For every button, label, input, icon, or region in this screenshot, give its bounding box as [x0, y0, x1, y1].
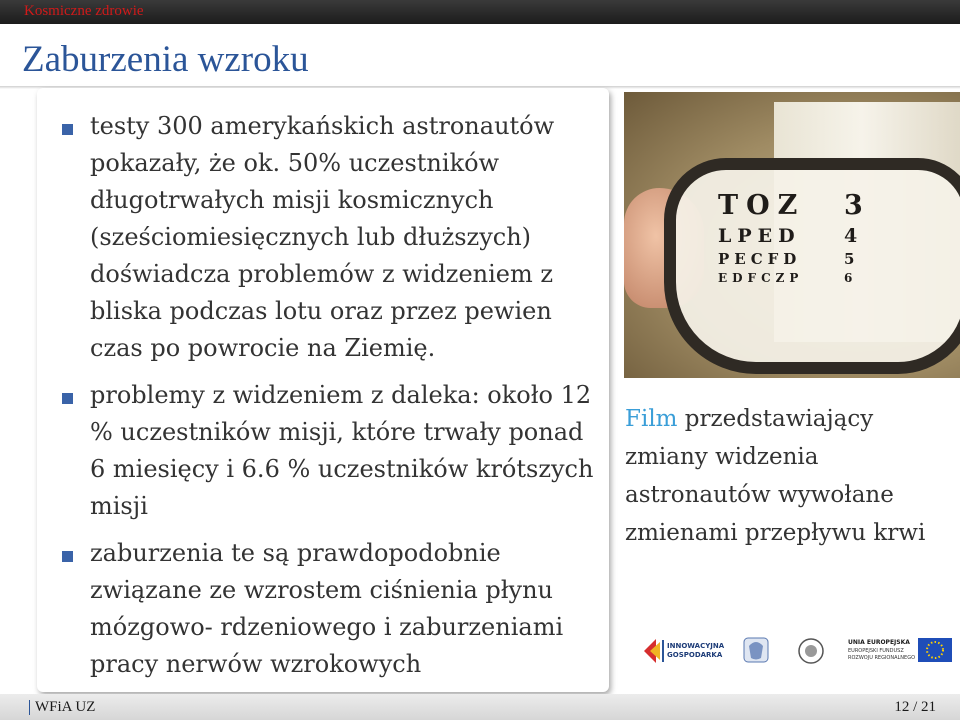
eye-chart-row: PECFD 5 [718, 250, 860, 268]
slide-title: Zaburzenia wzroku [22, 39, 309, 80]
eye-chart-row: EDFCZP 6 [718, 271, 858, 285]
page-number: 12 / 21 [894, 699, 936, 715]
funding-logos [640, 634, 954, 668]
svg-text:EUROPEJSKI FUNDUSZ: EUROPEJSKI FUNDUSZ [848, 648, 904, 654]
seal-icon [796, 634, 826, 668]
section-title[interactable]: Kosmiczne zdrowie [24, 3, 144, 19]
glasses-lens [664, 158, 960, 374]
eye-chart-row: TOZ 3 [718, 190, 871, 221]
eye-test-photo [624, 92, 960, 378]
footer-institution[interactable]: WFiA UZ [35, 699, 96, 715]
svg-text:INNOWACYJNA: INNOWACYJNA [667, 642, 725, 650]
bullet-item: testy 300 amerykańskich astronautów pokazały, że ok. 50% uczestników długotrwałych misji kosmicznych (sześciomiesięcznych lub dłuższych) doświadcza problemów z widzeniem z bliska podczas lotu oraz przez pewien czas po powrocie na Ziemię. [90, 108, 602, 367]
innowacyjna-gospodarka-logo [640, 634, 728, 668]
svg-text:GOSPODARKA: GOSPODARKA [667, 651, 723, 659]
film-link[interactable]: Film [625, 406, 678, 432]
svg-text:ROZWOJU REGIONALNEGO: ROZWOJU REGIONALNEGO [848, 655, 916, 661]
eye-chart-row: LPED 4 [718, 225, 864, 247]
bullet-item: zaburzenia te są prawdopodobnie związane ze wzrostem ciśnienia płynu mózgowo- rdzeniowego i zaburzeniami pracy nerwów wzrokowych [90, 535, 602, 683]
image-caption [625, 400, 955, 552]
bullet-list [90, 108, 602, 693]
svg-text:UNIA EUROPEJSKA: UNIA EUROPEJSKA [848, 639, 910, 646]
footer-bar [0, 694, 960, 720]
caption-text: przedstawiający zmiany widzenia astronautów wywołane zmienami przepływu krwi [625, 406, 926, 546]
eu-flag-logo [846, 634, 954, 668]
bullet-item: problemy z widzeniem z daleka: około 12 % uczestników misji, które trwały ponad 6 miesięcy i 6.6 % uczestników krótszych misji [90, 377, 602, 525]
eye-chart [718, 190, 871, 285]
header-bar [0, 0, 960, 24]
university-crest-icon [740, 634, 772, 668]
